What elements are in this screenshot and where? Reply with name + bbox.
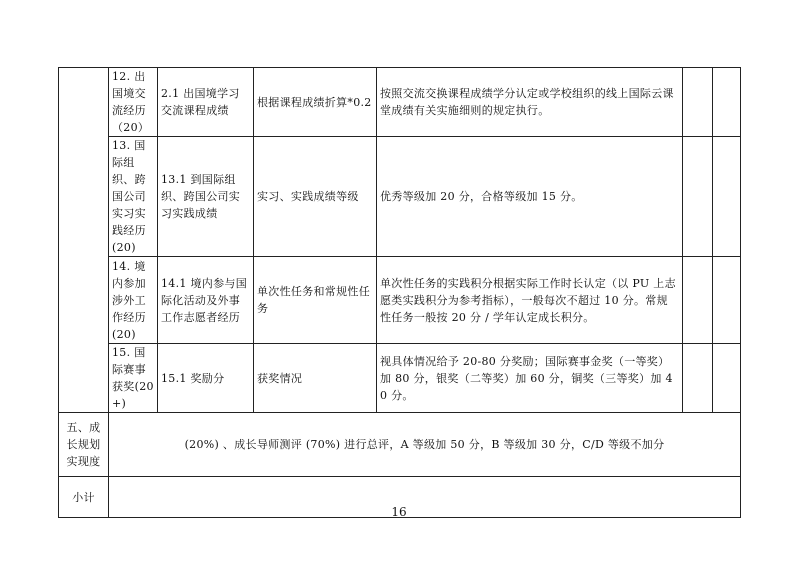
remark-cell xyxy=(713,137,741,257)
rule-cell: 视具体情况给予 20-80 分奖励；国际赛事金奖（一等奖）加 80 分，银奖（二等奖）加 60 分，铜奖（三等奖）加 40 分。 xyxy=(377,344,683,413)
basis-cell: 单次性任务和常规性任务 xyxy=(254,257,377,344)
table-row xyxy=(59,137,741,257)
basis-cell: 获奖情况 xyxy=(254,344,377,413)
score-cell xyxy=(683,137,713,257)
page-number: 16 xyxy=(391,505,407,519)
section5-text-cell: (20%) 、成长导师测评 (70%) 进行总评，A 等级加 50 分，B 等级加 30 分，C/D 等级不加分 xyxy=(109,413,741,477)
rule-cell: 优秀等级加 20 分，合格等级加 15 分。 xyxy=(377,137,683,257)
sub-item-cell: 14.1 境内参与国际化活动及外事工作志愿者经历 xyxy=(158,257,254,344)
remark-cell xyxy=(713,344,741,413)
table-row xyxy=(59,413,741,477)
section5-label-cell: 五、成长规划实现度 xyxy=(59,413,109,477)
table-row xyxy=(59,257,741,344)
item-cell: 12. 出国境交流经历（20） xyxy=(109,68,158,137)
rule-cell: 按照交流交换课程成绩学分认定或学校组织的线上国际云课堂成绩有关实施细则的规定执行。 xyxy=(377,68,683,137)
score-cell xyxy=(683,344,713,413)
sub-item-cell: 15.1 奖励分 xyxy=(158,344,254,413)
sub-item-cell: 2.1 出国境学习交流课程成绩 xyxy=(158,68,254,137)
item-cell: 13. 国际组织、跨国公司实习实践经历(20) xyxy=(109,137,158,257)
table-row xyxy=(59,68,741,137)
subtotal-label-cell: 小计 xyxy=(59,477,109,518)
table-row xyxy=(59,344,741,413)
item-cell: 14. 境内参加涉外工作经历(20) xyxy=(109,257,158,344)
score-cell xyxy=(683,257,713,344)
sub-item-cell: 13.1 到国际组织、跨国公司实习实践成绩 xyxy=(158,137,254,257)
remark-cell xyxy=(713,257,741,344)
basis-cell: 实习、实践成绩等级 xyxy=(254,137,377,257)
category-cell xyxy=(59,68,109,413)
item-cell: 15. 国际赛事获奖(20+) xyxy=(109,344,158,413)
basis-cell: 根据课程成绩折算*0.2 xyxy=(254,68,377,137)
rule-cell: 单次性任务的实践积分根据实际工作时长认定（以 PU 上志愿类实践积分为参考指标），一般每次不超过 10 分。常规性任务一般按 20 分 / 学年认定成长积分。 xyxy=(377,257,683,344)
score-cell xyxy=(683,68,713,137)
scoring-table xyxy=(58,67,741,518)
remark-cell xyxy=(713,68,741,137)
